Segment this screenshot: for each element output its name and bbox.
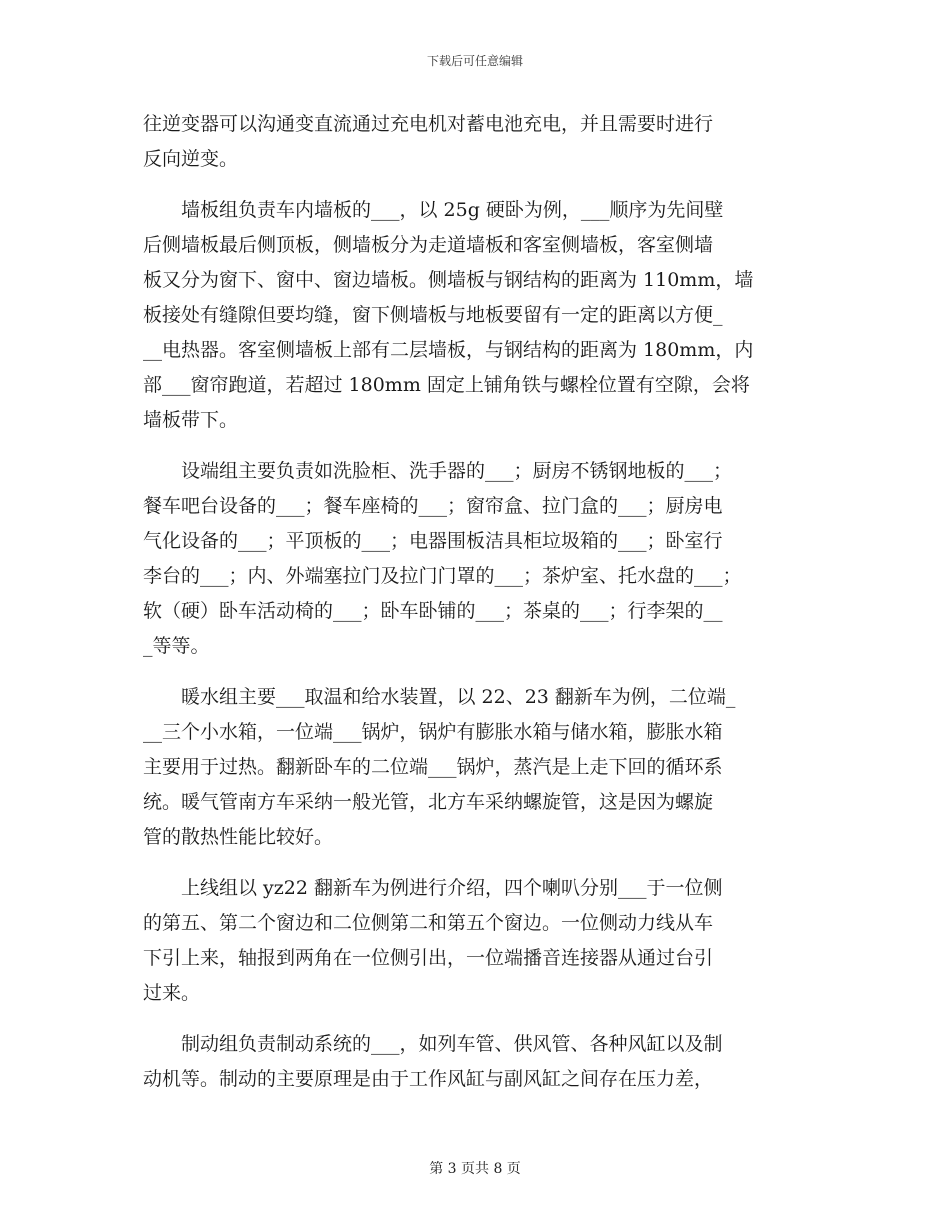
text-line: 部___窗帘跑道，若超过 180mm 固定上铺角铁与螺栓位置有空隙，会将 <box>143 374 750 396</box>
text-line: 上线组以 yz22 翻新车为例进行介绍，四个喇叭分别___于一位侧 <box>143 877 723 899</box>
text-line: _等等。 <box>143 635 210 657</box>
text-line: 主要用于过热。翻新卧车的二位端___锅炉，蒸汽是上走下回的循环系 <box>143 756 723 778</box>
paragraph <box>143 107 803 177</box>
text-line: 李台的___；内、外端塞拉门及拉门门罩的___；茶炉室、托水盘的___； <box>143 565 742 587</box>
paragraph <box>143 454 803 664</box>
paragraph <box>143 193 803 438</box>
text-line: __三个小水箱，一位端___锅炉，锅炉有膨胀水箱与储水箱，膨胀水箱 <box>143 721 723 743</box>
paragraph <box>143 1027 803 1097</box>
text-line: 后侧墙板最后侧顶板，侧墙板分为走道墙板和客室侧墙板，客室侧墙 <box>143 234 714 256</box>
document-body <box>143 107 803 1097</box>
text-line: 气化设备的___；平顶板的___；电器围板洁具柜垃圾箱的___；卧室行 <box>143 530 723 552</box>
text-line: __电热器。客室侧墙板上部有二层墙板，与钢结构的距离为 180mm，内 <box>143 339 754 361</box>
page-footer: 第 3 页共 8 页 <box>429 1161 521 1177</box>
text-line: 管的散热性能比较好。 <box>143 826 334 848</box>
text-line: 设端组主要负责如洗脸柜、洗手器的___；厨房不锈钢地板的___； <box>143 460 733 482</box>
text-line: 反向逆变。 <box>143 148 239 170</box>
paragraph <box>143 871 803 1011</box>
text-line: 的第五、第二个窗边和二位侧第二和第五个窗边。一位侧动力线从车 <box>143 912 714 934</box>
text-line: 板接处有缝隙但要均缝，窗下侧墙板与地板要留有一定的距离以方便_ <box>143 304 723 326</box>
paragraph <box>143 680 803 855</box>
text-line: 餐车吧台设备的___；餐车座椅的___；窗帘盒、拉门盒的___；厨房电 <box>143 495 723 517</box>
text-line: 软（硬）卧车活动椅的___；卧车卧铺的___；茶桌的___；行李架的__ <box>143 600 723 622</box>
text-line: 墙板带下。 <box>143 409 239 431</box>
text-line: 板又分为窗下、窗中、窗边墙板。侧墙板与钢结构的距离为 110mm，墙 <box>143 269 754 291</box>
text-line: 墙板组负责车内墙板的___，以 25g 硬卧为例，___顺序为先间壁 <box>143 199 724 221</box>
text-line: 下引上来，轴报到两角在一位侧引出，一位端播音连接器从通过台引 <box>143 947 714 969</box>
page-header: 下载后可任意编辑 <box>426 54 523 68</box>
text-line: 动机等。制动的主要原理是由于工作风缸与副风缸之间存在压力差， <box>143 1068 714 1090</box>
text-line: 往逆变器可以沟通变直流通过充电机对蓄电池充电，并且需要时进行 <box>143 113 714 135</box>
text-line: 过来。 <box>143 982 201 1004</box>
text-line: 制动组负责制动系统的___，如列车管、供风管、各种风缸以及制 <box>143 1033 723 1055</box>
text-line: 统。暖气管南方车采纳一般光管，北方车采纳螺旋管，这是因为螺旋 <box>143 791 714 813</box>
text-line: 暖水组主要___取温和给水装置，以 22、23 翻新车为例，二位端_ <box>143 686 736 708</box>
